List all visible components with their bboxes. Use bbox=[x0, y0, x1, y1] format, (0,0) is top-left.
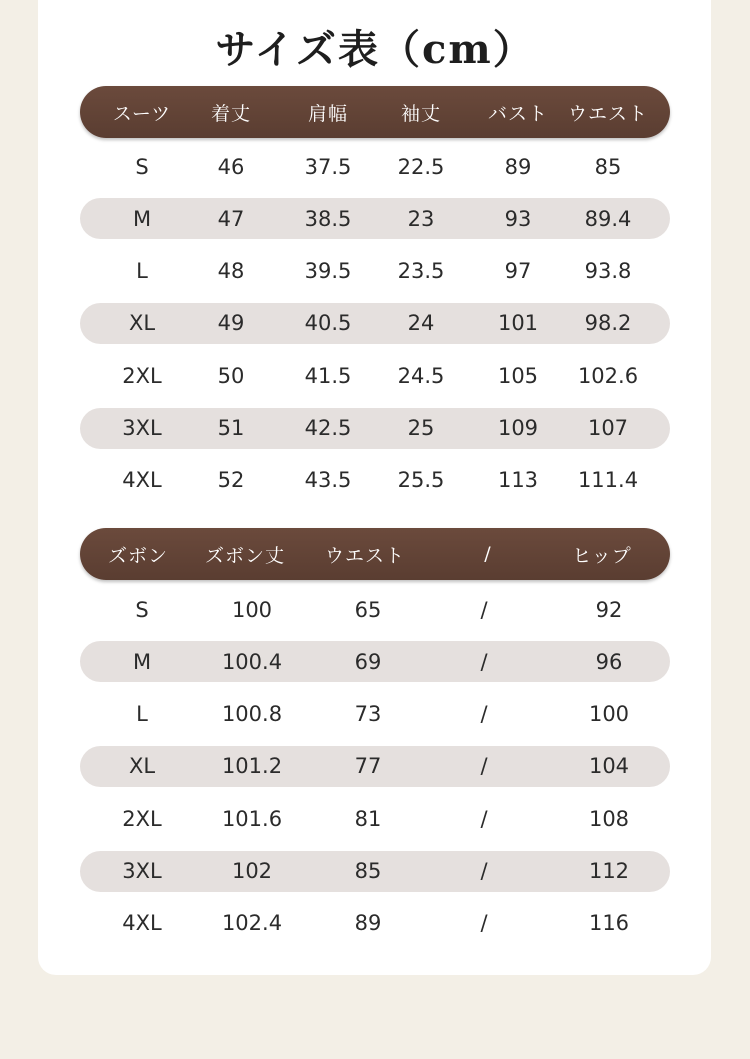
cell-size: L bbox=[136, 259, 148, 284]
cell-length: 51 bbox=[217, 416, 245, 440]
cell-size: L bbox=[136, 702, 148, 727]
table-row bbox=[80, 146, 670, 187]
cell-size: XL bbox=[128, 754, 156, 779]
cell-pants-length: 100.4 bbox=[221, 649, 283, 674]
cell-pants-length: 102 bbox=[231, 859, 273, 883]
header-pants-waist: ウエスト bbox=[324, 544, 406, 567]
header-hip: ヒップ bbox=[572, 544, 632, 567]
cell-hip: 112 bbox=[588, 859, 630, 883]
table-row bbox=[80, 641, 670, 682]
cell-length: 49 bbox=[217, 311, 245, 336]
cell-bust: 113 bbox=[497, 468, 539, 493]
table-row bbox=[80, 694, 670, 735]
cell-waist: 69 bbox=[354, 649, 382, 674]
table-row bbox=[80, 460, 670, 501]
cell-pants-length: 101.6 bbox=[221, 806, 283, 831]
cell-waist: 85 bbox=[354, 859, 382, 883]
cell-size: S bbox=[135, 154, 149, 179]
cell-waist: 77 bbox=[354, 754, 382, 779]
cell-shoulder: 38.5 bbox=[304, 206, 352, 231]
cell-size: 2XL bbox=[122, 806, 162, 831]
header-shoulder: 肩幅 bbox=[307, 102, 349, 125]
cell-hip: 96 bbox=[595, 649, 623, 674]
cell-hip: 100 bbox=[588, 702, 630, 727]
cell-waist: 85 bbox=[594, 154, 622, 179]
cell-shoulder: 37.5 bbox=[304, 154, 352, 179]
cell-size: S bbox=[135, 597, 149, 622]
cell-sleeve: 24.5 bbox=[397, 363, 445, 388]
table-row bbox=[80, 746, 670, 787]
cell-bust: 101 bbox=[497, 311, 539, 336]
table-row bbox=[80, 903, 670, 944]
cell-bust: 93 bbox=[504, 206, 532, 231]
cell-hip: 92 bbox=[595, 597, 623, 622]
cell-size: 4XL bbox=[122, 911, 162, 936]
cell-waist: 107 bbox=[587, 416, 629, 440]
table-row bbox=[80, 355, 670, 396]
cell-waist: 98.2 bbox=[584, 311, 632, 336]
cell-empty: / bbox=[480, 597, 488, 622]
cell-empty: / bbox=[480, 859, 488, 883]
cell-size: 3XL bbox=[122, 859, 162, 883]
cell-size: 3XL bbox=[122, 416, 162, 440]
cell-size: M bbox=[132, 206, 152, 231]
cell-hip: 108 bbox=[588, 806, 630, 831]
header-length: 着丈 bbox=[210, 102, 252, 125]
cell-empty: / bbox=[480, 754, 488, 779]
cell-waist: 93.8 bbox=[584, 259, 632, 284]
cell-waist: 89.4 bbox=[584, 206, 632, 231]
suit-table-header bbox=[80, 86, 670, 138]
cell-pants-length: 102.4 bbox=[221, 911, 283, 936]
cell-pants-length: 100 bbox=[231, 597, 273, 622]
cell-sleeve: 22.5 bbox=[397, 154, 445, 179]
cell-sleeve: 25.5 bbox=[397, 468, 445, 493]
page-title: サイズ表（cm） bbox=[215, 26, 535, 73]
pants-table-header bbox=[80, 528, 670, 580]
header-bust: バスト bbox=[487, 102, 549, 125]
cell-pants-length: 100.8 bbox=[221, 702, 283, 727]
cell-size: 2XL bbox=[122, 363, 162, 388]
cell-waist: 89 bbox=[354, 911, 382, 936]
cell-sleeve: 23.5 bbox=[397, 259, 445, 284]
table-row bbox=[80, 303, 670, 344]
cell-shoulder: 42.5 bbox=[304, 416, 352, 440]
cell-hip: 116 bbox=[588, 911, 630, 936]
table-row bbox=[80, 251, 670, 292]
cell-size: XL bbox=[128, 311, 156, 336]
suit-size-table bbox=[80, 86, 670, 493]
cell-length: 47 bbox=[217, 206, 245, 231]
cell-hip: 104 bbox=[588, 754, 630, 779]
cell-bust: 105 bbox=[497, 363, 539, 388]
table-row bbox=[80, 198, 670, 239]
cell-size: M bbox=[132, 649, 152, 674]
cell-waist: 81 bbox=[354, 806, 382, 831]
cell-sleeve: 23 bbox=[407, 206, 435, 231]
header-pants-empty: / bbox=[484, 543, 492, 565]
cell-pants-length: 101.2 bbox=[221, 754, 283, 779]
cell-bust: 109 bbox=[497, 416, 539, 440]
cell-sleeve: 24 bbox=[407, 311, 435, 336]
cell-empty: / bbox=[480, 806, 488, 831]
table-row bbox=[80, 589, 670, 630]
cell-length: 48 bbox=[217, 259, 245, 284]
cell-length: 52 bbox=[217, 468, 245, 493]
cell-waist: 73 bbox=[354, 702, 382, 727]
cell-bust: 89 bbox=[504, 154, 532, 179]
cell-waist: 65 bbox=[354, 597, 382, 622]
table-row bbox=[80, 851, 670, 892]
cell-shoulder: 41.5 bbox=[304, 363, 352, 388]
cell-sleeve: 25 bbox=[407, 416, 435, 440]
header-pants-length: ズボン丈 bbox=[204, 544, 286, 567]
cell-empty: / bbox=[480, 911, 488, 936]
cell-empty: / bbox=[480, 649, 488, 674]
cell-shoulder: 43.5 bbox=[304, 468, 352, 493]
header-suit: スーツ bbox=[112, 102, 172, 125]
header-pants: ズボン bbox=[107, 544, 169, 567]
cell-shoulder: 40.5 bbox=[304, 311, 352, 336]
cell-length: 50 bbox=[217, 363, 245, 388]
header-waist: ウエスト bbox=[567, 102, 649, 125]
cell-waist: 111.4 bbox=[577, 468, 639, 493]
cell-length: 46 bbox=[217, 154, 245, 179]
pants-size-table bbox=[80, 528, 670, 936]
table-row bbox=[80, 798, 670, 839]
cell-bust: 97 bbox=[504, 259, 532, 284]
cell-empty: / bbox=[480, 702, 488, 727]
cell-size: 4XL bbox=[122, 468, 162, 493]
header-sleeve: 袖丈 bbox=[400, 102, 442, 125]
cell-shoulder: 39.5 bbox=[304, 259, 352, 284]
table-row bbox=[80, 408, 670, 449]
cell-waist: 102.6 bbox=[577, 363, 639, 388]
